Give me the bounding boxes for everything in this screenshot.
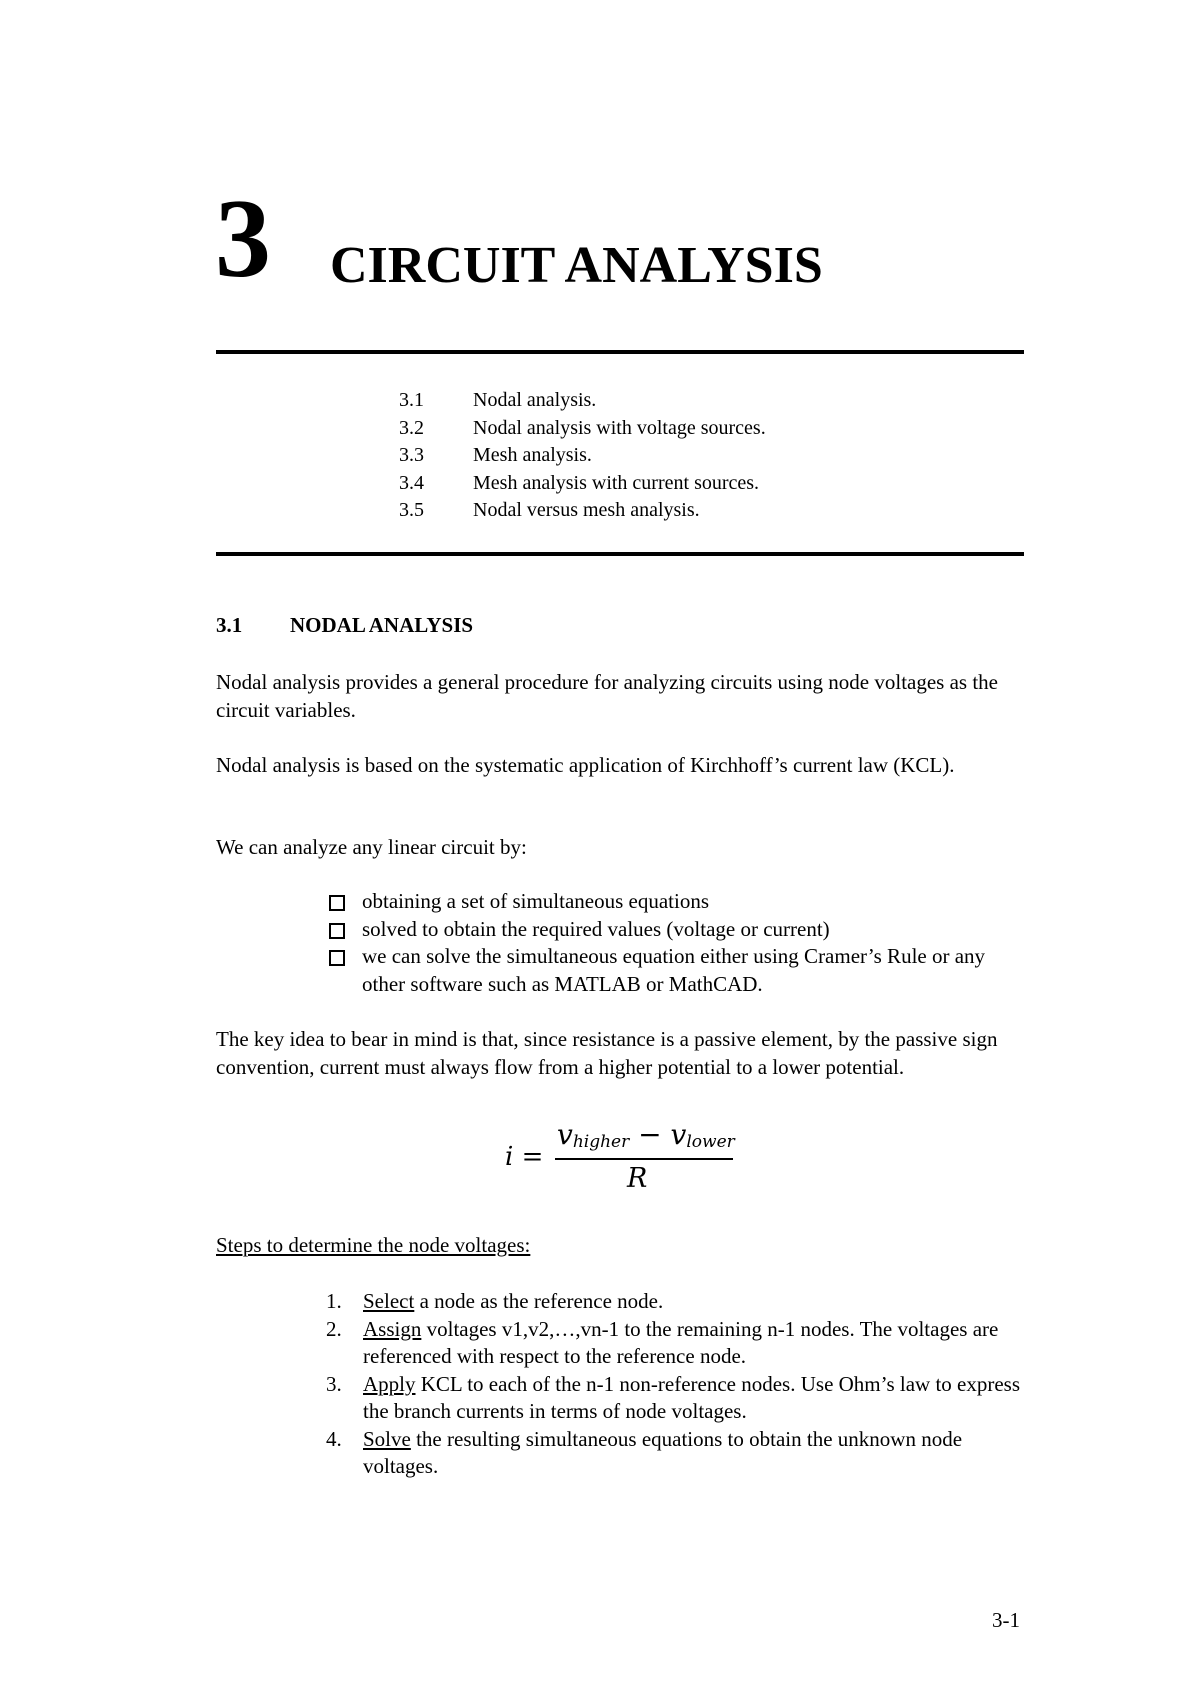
step-item (326, 1371, 1026, 1426)
step-item (326, 1426, 1026, 1481)
current-formula (505, 1120, 745, 1200)
formula-lhs: i = (505, 1142, 544, 1172)
bottom-divider (216, 552, 1024, 556)
formula-v-lower: v (670, 1118, 687, 1151)
checklist (326, 888, 1026, 998)
toc-item-label: Nodal analysis. (473, 389, 597, 411)
checkbox-icon (329, 923, 345, 939)
toc-item (399, 415, 766, 443)
toc-item (399, 470, 766, 498)
toc-item-label: Mesh analysis. (473, 444, 592, 466)
formula-v-higher: v (557, 1118, 573, 1151)
steps-heading: Steps to determine the node voltages: (216, 1233, 531, 1257)
section-heading (216, 613, 473, 638)
fraction-bar (555, 1158, 733, 1160)
toc-item-label: Mesh analysis with current sources. (473, 471, 760, 494)
paragraph-analyze: We can analyze any linear circuit by: (216, 835, 527, 859)
paragraph-key-idea: The key idea to bear in mind is that, since resistance is a passive element, by the passive sign convention, current must always flow from a higher potential to a lower potential. (216, 1027, 998, 1079)
chapter-title: CIRCUIT ANALYSIS (330, 237, 823, 294)
toc-item (399, 387, 766, 415)
paragraph-intro: Nodal analysis provides a general procedure for analyzing circuits using node voltages as the circuit variables. (216, 670, 998, 722)
paragraph-kcl: Nodal analysis is based on the systematic application of Kirchhoff’s current law (KCL). (216, 753, 955, 777)
step-number: 2. (326, 1316, 342, 1341)
step-verb: Solve (363, 1426, 411, 1451)
step-text: a node as the reference node. (414, 1289, 664, 1313)
formula-denominator: R (627, 1163, 648, 1194)
step-text: KCL to each of the n-1 non-reference nodes. Use Ohm’s law to express the branch currents in terms of node voltages. (363, 1371, 1021, 1423)
toc-item-number: 3.4 (399, 471, 424, 494)
step-item (326, 1288, 1026, 1316)
checklist-item-text: obtaining a set of simultaneous equations (362, 889, 710, 913)
toc-item-label: Nodal versus mesh analysis. (473, 499, 700, 521)
checkbox-icon (329, 895, 345, 911)
step-text: voltages v1,v2,…,vn-1 to the remaining n-1 nodes. The voltages are referenced with respect to the reference node. (363, 1316, 999, 1368)
steps-list (326, 1288, 1026, 1481)
step-item (326, 1316, 1026, 1371)
toc-item-number: 3.5 (399, 499, 424, 521)
formula-numerator (557, 1120, 735, 1157)
page-number: 3-1 (992, 1608, 1020, 1632)
checkbox-icon (329, 950, 345, 966)
section-number: 3.1 (216, 613, 243, 637)
step-number: 3. (326, 1371, 342, 1396)
checklist-item (326, 943, 1026, 998)
section-title: NODAL ANALYSIS (290, 613, 474, 637)
toc-item (399, 497, 766, 525)
checklist-item (326, 888, 1026, 916)
checklist-item-text: we can solve the simultaneous equation either using Cramer’s Rule or any other software such as MATLAB or MathCAD. (362, 944, 986, 996)
toc-item-label: Nodal analysis with voltage sources. (473, 416, 766, 439)
formula-sub-higher: higher (572, 1132, 630, 1152)
table-of-contents (399, 387, 766, 525)
top-divider (216, 350, 1024, 354)
step-text: the resulting simultaneous equations to obtain the unknown node voltages. (363, 1426, 963, 1478)
step-number: 1. (326, 1289, 342, 1313)
formula-sub-lower: lower (686, 1132, 735, 1152)
formula-minus: − (638, 1118, 662, 1151)
toc-item-number: 3.2 (399, 416, 424, 439)
toc-item-number: 3.1 (399, 389, 424, 411)
toc-item-number: 3.3 (399, 444, 424, 466)
step-verb: Apply (363, 1371, 416, 1396)
chapter-number: 3 (215, 177, 271, 301)
step-verb: Select (363, 1289, 415, 1313)
step-number: 4. (326, 1426, 342, 1451)
checklist-item-text: solved to obtain the required values (voltage or current) (362, 916, 830, 941)
checklist-item (326, 916, 1026, 944)
toc-item (399, 442, 766, 470)
step-verb: Assign (363, 1316, 422, 1341)
